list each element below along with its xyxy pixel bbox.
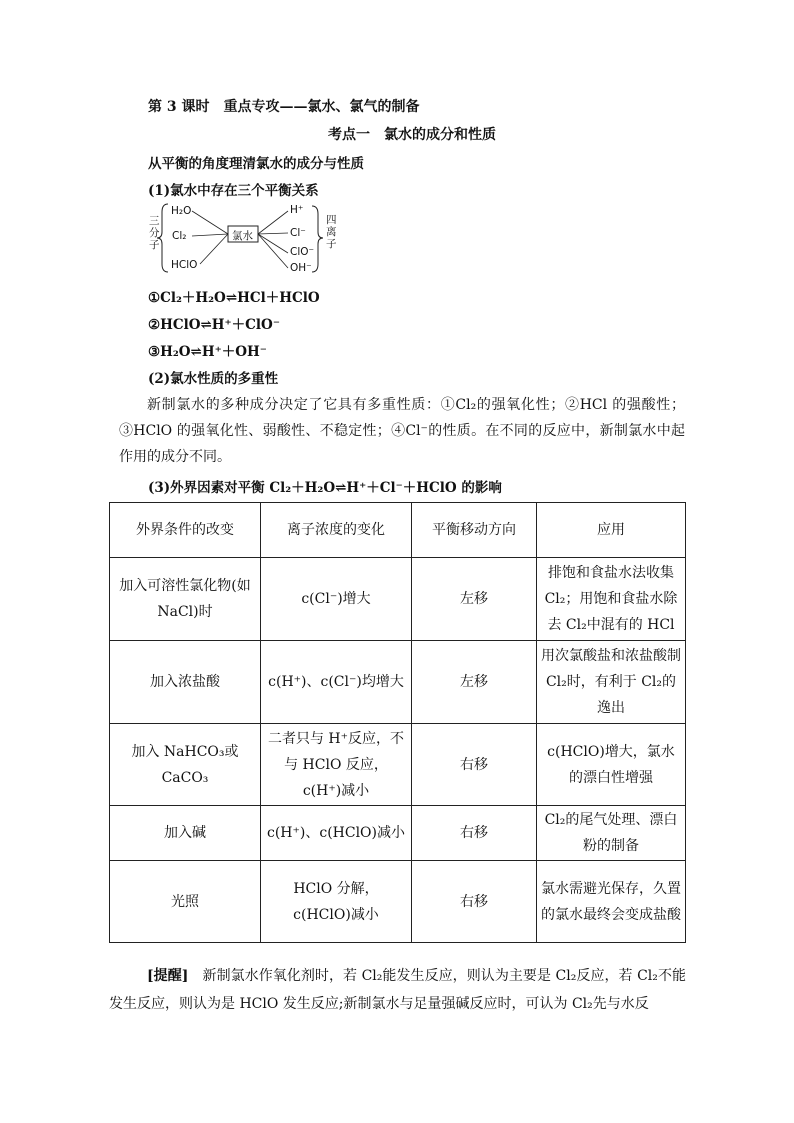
section-2-heading: (2)氯水性质的多重性: [148, 371, 279, 387]
table-header-cell: 平衡移动方向: [412, 503, 537, 558]
table-cell: HClO 分解，c(HClO)减小: [261, 861, 412, 943]
table-cell: 加入浓盐酸: [110, 641, 261, 724]
table-cell: 氯水需避光保存，久置的氯水最终会变成盐酸: [537, 861, 686, 943]
table-header-cell: 应用: [537, 503, 686, 558]
molecule-label: H₂O: [171, 205, 192, 217]
table-cell: 右移: [412, 806, 537, 861]
table-cell: 光照: [110, 861, 261, 943]
table-header-cell: 离子浓度的变化: [261, 503, 412, 558]
topic-heading: 考点一 氯水的成分和性质: [328, 127, 496, 143]
table-cell: Cl₂的尾气处理、漂白粉的制备: [537, 806, 686, 861]
table-cell: c(H⁺)、c(HClO)减小: [261, 806, 412, 861]
table-cell: 加入碱: [110, 806, 261, 861]
molecule-label: Cl₂: [172, 230, 187, 242]
table-cell: 右移: [412, 861, 537, 943]
table-cell: 二者只与 H⁺反应，不与 HClO 反应，c(H⁺)减小: [261, 724, 412, 806]
table-row: [110, 724, 686, 806]
reminder-note: [109, 962, 686, 1018]
table-row: [110, 861, 686, 943]
reminder-text: 新制氯水作氧化剂时，若 Cl₂能发生反应，则认为主要是 Cl₂反应，若 Cl₂不能发生反应，则认为是 HClO 发生反应;新制氯水与足量强碱反应时，可认为 Cl₂先与水反: [109, 968, 686, 1012]
molecule-label: HClO: [171, 259, 198, 271]
bracket-label-ions: 四离子: [326, 214, 337, 250]
reminder-label: [提醒]: [147, 968, 189, 984]
lesson-title: 第 3 课时 重点专攻——氯水、氯气的制备: [148, 99, 420, 115]
table-cell: c(H⁺)、c(Cl⁻)均增大: [261, 641, 412, 724]
table-row: [110, 641, 686, 724]
table-cell: 加入可溶性氯化物(如NaCl)时: [110, 558, 261, 641]
table-cell: 右移: [412, 724, 537, 806]
table-cell: 左移: [412, 641, 537, 724]
ion-label: ClO⁻: [290, 246, 315, 258]
table-row: [110, 558, 686, 641]
equilibrium-1: ①Cl₂＋H₂O⇌HCl＋HClO: [148, 290, 320, 306]
table-cell: c(HClO)增大，氯水的漂白性增强: [537, 724, 686, 806]
equilibrium-3: ③H₂O⇌H⁺＋OH⁻: [148, 344, 267, 360]
table-cell: 加入 NaHCO₃或CaCO₃: [110, 724, 261, 806]
section-1-heading: (1)氯水中存在三个平衡关系: [148, 183, 319, 199]
factors-table: [109, 502, 686, 943]
ion-label: H⁺: [290, 204, 304, 216]
center-label: 氯水: [232, 230, 253, 242]
equilibrium-2: ②HClO⇌H⁺＋ClO⁻: [148, 317, 280, 333]
table-cell: 用次氯酸盐和浓盐酸制 Cl₂时，有利于 Cl₂的逸出: [537, 641, 686, 724]
section-3-heading: (3)外界因素对平衡 Cl₂＋H₂O⇌H⁺＋Cl⁻＋HClO 的影响: [148, 480, 502, 496]
table-header-row: [110, 503, 686, 558]
table-cell: c(Cl⁻)增大: [261, 558, 412, 641]
table-header-cell: 外界条件的改变: [110, 503, 261, 558]
table-row: [110, 806, 686, 861]
table-cell: 排饱和食盐水法收集Cl₂；用饱和食盐水除去 Cl₂中混有的 HCl: [537, 558, 686, 641]
ion-label: OH⁻: [290, 262, 312, 274]
equilibrium-diagram: [140, 198, 340, 280]
ion-label: Cl⁻: [290, 227, 306, 239]
section-2-text: 新制氯水的多种成分决定了它具有多重性质：①Cl₂的强氧化性；②HCl 的强酸性；③HClO 的强氧化性、弱酸性、不稳定性；④Cl⁻的性质。在不同的反应中，新制氯水中起作用的成分不同。: [119, 397, 685, 465]
bracket-label-molecules: 三分子: [149, 215, 160, 251]
intro-heading: 从平衡的角度理清氯水的成分与性质: [148, 156, 364, 172]
table-cell: 左移: [412, 558, 537, 641]
